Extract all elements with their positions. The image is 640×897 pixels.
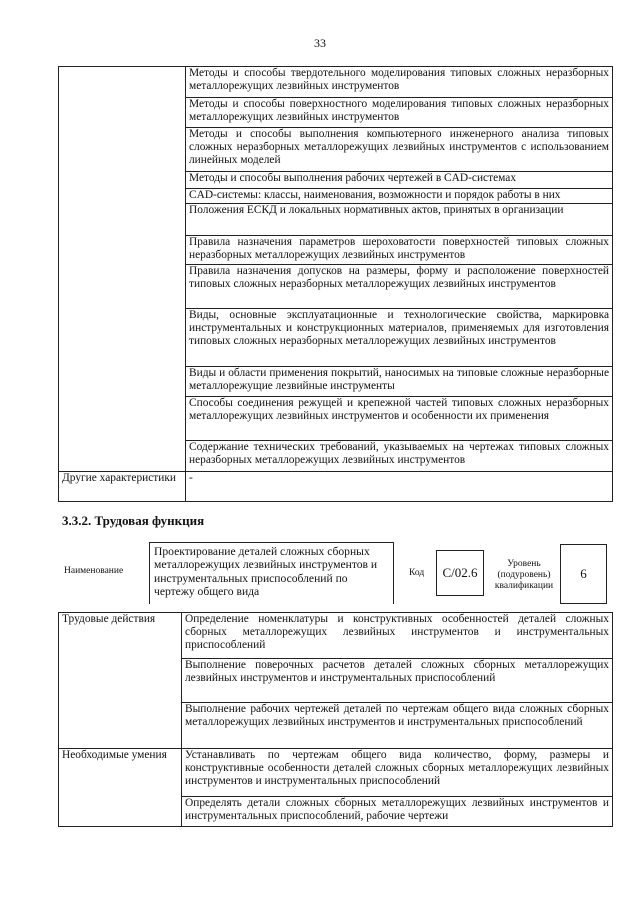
code-box bbox=[436, 550, 484, 596]
knowledge-row: Методы и способы выполнения компьютерного инженерного анализа типовых сложных неразборных металлорежущих лезвийных инструментов с использованием линейных моделей bbox=[186, 128, 613, 172]
skills-label: Необходимые умения bbox=[59, 749, 182, 827]
section-heading: 3.3.2. Трудовая функция bbox=[62, 513, 205, 528]
knowledge-row: Способы соединения режущей и крепежной частей типовых сложных неразборных металлорежущих лезвийных инструментов и особенности их применения bbox=[186, 397, 613, 441]
action-row: Определение номенклатуры и конструктивных особенностей деталей сложных сборных металлорежущих лезвийных инструментов и инструментальных приспособлений bbox=[182, 613, 613, 659]
knowledge-row: Виды и области применения покрытий, наносимых на типовые сложные неразборные металлорежущие лезвийные инструменты bbox=[186, 367, 613, 397]
knowledge-row: Положения ЕСКД и локальных нормативных актов, принятых в организации bbox=[186, 204, 613, 236]
knowledge-row: Методы и способы твердотельного моделирования типовых сложных неразборных металлорежущих лезвийных инструментов bbox=[186, 67, 613, 98]
function-name-value: Проектирование деталей сложных сборных металлорежущих лезвийных инструментов и инструментальных приспособлений по чертежу общего вида bbox=[154, 545, 378, 599]
function-table bbox=[58, 612, 613, 827]
code-label: Код bbox=[409, 568, 425, 578]
knowledge-row: Содержание технических требований, указываемых на чертежах типовых сложных неразборных металлорежущих лезвийных инструментов bbox=[186, 441, 613, 472]
function-name-box bbox=[149, 542, 394, 604]
knowledge-row: Правила назначения параметров шероховатости поверхностей типовых сложных неразборных металлорежущих лезвийных инструментов bbox=[186, 236, 613, 265]
knowledge-row: CAD-системы: классы, наименования, возможности и порядок работы в них bbox=[186, 189, 613, 204]
knowledge-row: Методы и способы поверхностного моделирования типовых сложных неразборных металлорежущих лезвийных инструментов bbox=[186, 98, 613, 128]
skill-row: Определять детали сложных сборных металлорежущих лезвийных инструментов и инструментальных приспособлений, рабочие чертежи bbox=[182, 797, 613, 827]
knowledge-row: Правила назначения допусков на размеры, форму и расположение поверхностей типовых сложных неразборных металлорежущих лезвийных инструментов bbox=[186, 265, 613, 309]
action-row: Выполнение поверочных расчетов деталей сложных сборных металлорежущих лезвийных инструментов и инструментальных приспособлений bbox=[182, 659, 613, 703]
code-value: C/02.6 bbox=[442, 565, 478, 580]
qualification-level-label: Уровень (подуровень) квалификации bbox=[494, 559, 554, 591]
actions-label: Трудовые действия bbox=[59, 613, 182, 749]
knowledge-label-cell bbox=[59, 67, 186, 472]
qualification-level-box bbox=[560, 544, 607, 604]
name-label: Наименование bbox=[64, 566, 124, 576]
qualification-level-value: 6 bbox=[580, 566, 587, 581]
knowledge-row: Виды, основные эксплуатационные и технологические свойства, маркировка инструментальных и конструкционных материалов, применяемых для изготовления типовых сложных неразборных металлорежущих лезвийных инструментов bbox=[186, 309, 613, 367]
action-row: Выполнение рабочих чертежей деталей по чертежам общего вида сложных сборных металлорежущих лезвийных инструментов и инструментальных приспособлений bbox=[182, 703, 613, 749]
other-characteristics-value: - bbox=[186, 472, 613, 502]
knowledge-row: Методы и способы выполнения рабочих чертежей в CAD-системах bbox=[186, 172, 613, 189]
knowledge-table bbox=[58, 66, 613, 502]
skill-row: Устанавливать по чертежам общего вида количество, форму, размеры и конструктивные особенности деталей сложных сборных металлорежущих лезвийных инструментов и инструментальных приспособлений bbox=[182, 749, 613, 797]
page-number: 33 bbox=[314, 36, 326, 50]
other-characteristics-label: Другие характеристики bbox=[59, 472, 186, 502]
